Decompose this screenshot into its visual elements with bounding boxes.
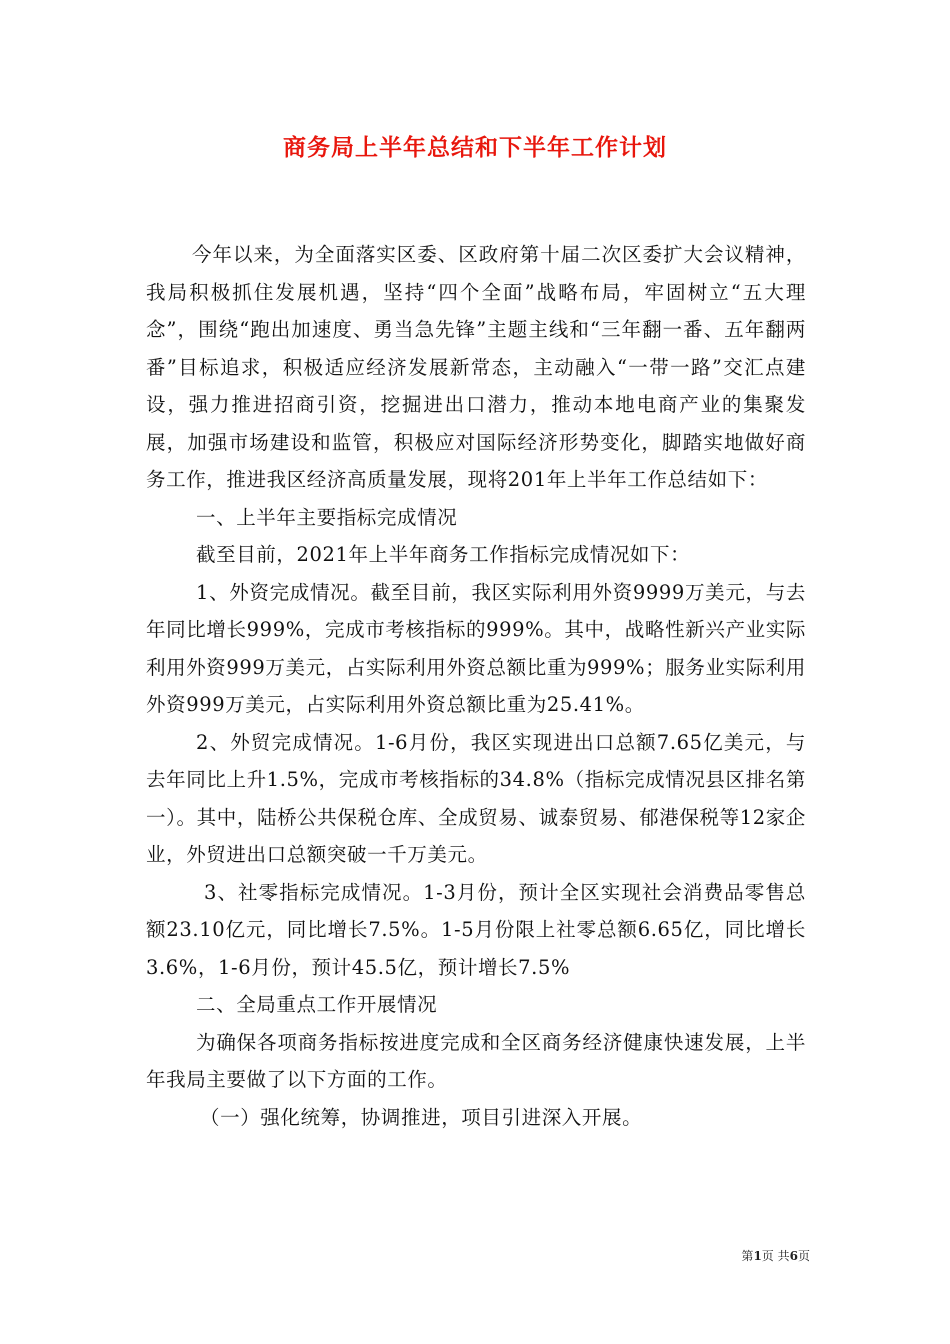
footer-prefix: 第 — [741, 1249, 754, 1263]
section-heading-2: 二、全局重点工作开展情况 — [196, 993, 438, 1016]
work-intro-paragraph: 为确保各项商务指标按进度完成和全区商务经济健康快速发展，上半年我局主要做了以下方面的工作。 — [146, 1030, 806, 1091]
document-body — [146, 236, 806, 1136]
retail-paragraph: 3、社零指标完成情况。1-3月份，预计全区实现社会消费品零售总额23.10亿元，同比增长7.5%。1-5月份限上社零总额6.65亿，同比增长3.6%，1-6月份，预计45.5亿，预计增长7.5% — [146, 880, 806, 979]
summary-intro-paragraph: 截至目前，2021年上半年商务工作指标完成情况如下： — [196, 543, 691, 566]
footer-suffix: 页 — [797, 1249, 810, 1263]
document-title: 商务局上半年总结和下半年工作计划 — [283, 135, 667, 161]
foreign-investment-paragraph: 1、外资完成情况。截至目前，我区实际利用外资9999万美元，与去年同比增长999%，完成市考核指标的999%。其中，战略性新兴产业实际利用外资999万美元，占实际利用外资总额比重为999%；服务业实际利用外资999万美元，占实际利用外资总额比重为25.41%。 — [146, 580, 806, 716]
intro-paragraph: 今年以来，为全面落实区委、区政府第十届二次区委扩大会议精神，我局积极抓住发展机遇，坚持“四个全面”战略布局，牢固树立“五大理念”，围绕“跑出加速度、勇当急先锋”主题主线和“三年翻一番、五年翻两番”目标追求，积极适应经济发展新常态，主动融入“一带一路”交汇点建设，强力推进招商引资，挖掘进出口潜力，推动本地电商产业的集聚发展，加强市场建设和监管，积极应对国际经济形势变化，脚踏实地做好商务工作，推进我区经济高质量发展，现将201年上半年工作总结如下： — [146, 243, 806, 491]
footer-middle: 页 共 — [761, 1249, 790, 1263]
footer-total-pages: 6 — [789, 1249, 798, 1263]
section-heading-1: 一、上半年主要指标完成情况 — [196, 505, 458, 529]
subsection-heading-1: （一）强化统筹，协调推进，项目引进深入开展。 — [200, 1105, 643, 1129]
page-footer — [700, 1248, 810, 1264]
footer-page-number: 1 — [753, 1249, 762, 1263]
foreign-trade-paragraph: 2、外贸完成情况。1-6月份，我区实现进出口总额7.65亿美元，与去年同比上升1.5%，完成市考核指标的34.8%（指标完成情况县区排名第一）。其中，陆桥公共保税仓库、全成贸易、诚泰贸易、郁港保税等12家企业，外贸进出口总额突破一千万美元。 — [146, 730, 806, 866]
